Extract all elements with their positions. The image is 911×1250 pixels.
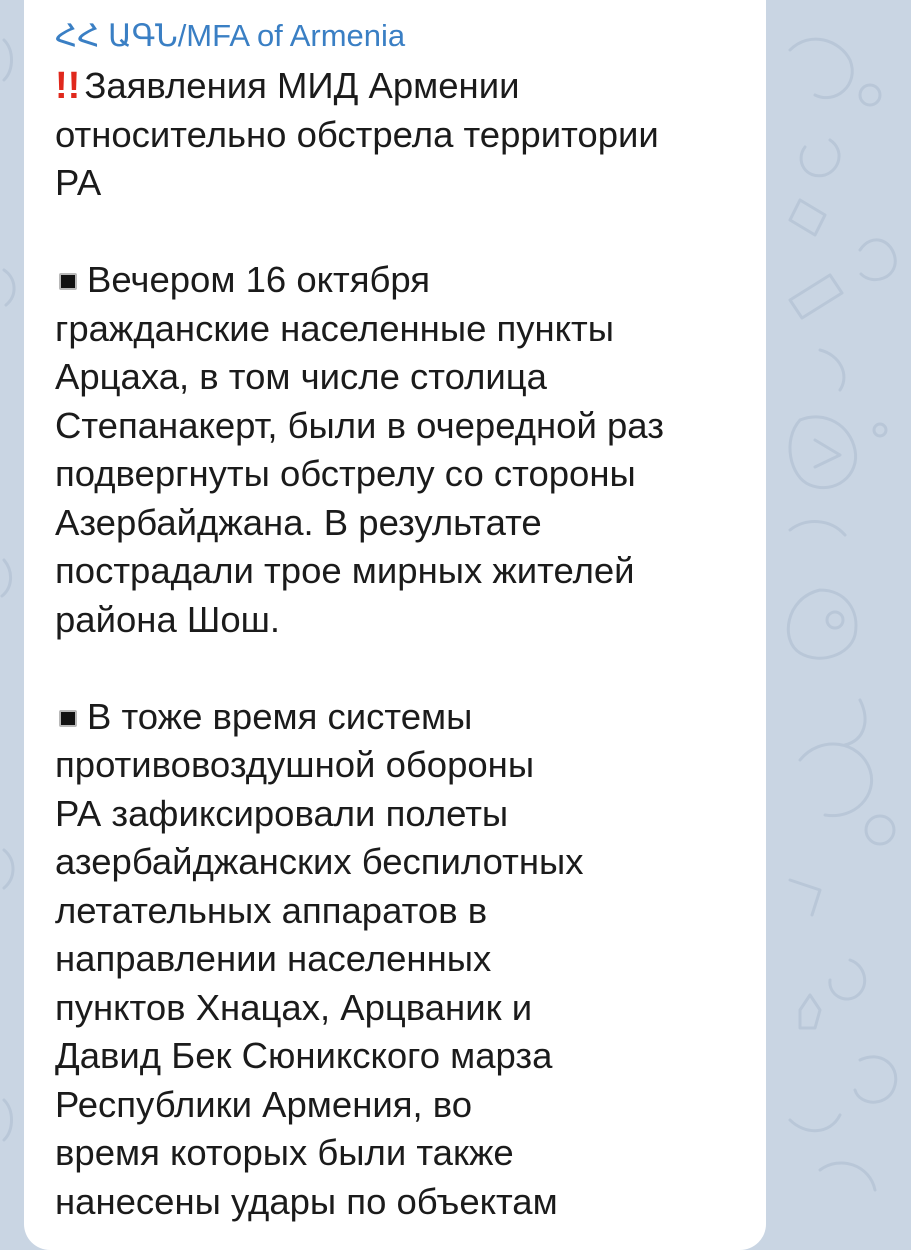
channel-sender-name[interactable]: ՀՀ ԱԳՆ/MFA of Armenia [55,18,406,53]
paragraph-line: Вечером 16 октября [55,256,766,305]
paragraph-line: РА зафиксировали полеты [55,792,509,834]
paragraph-line: Арцаха, в том числе столица [55,356,547,397]
paragraph-line: подвергнуты обстрелу со стороны [55,453,636,494]
paragraph-line: летательных аппаратов в [55,889,488,931]
paragraph-line: время которых были также [55,1132,514,1173]
black-square-icon [59,710,77,727]
message-title-line: РА [55,162,102,203]
paragraph-spacer [55,208,766,257]
message-title-line: !! Заявления МИД Армении [55,62,766,111]
paragraph-line: гражданские населенные пункты [55,307,615,349]
double-exclamation-icon: !! [55,65,81,107]
paragraph-line: пунктов Хнацах, Арцваник и [55,986,533,1028]
message-title-line: относительно обстрела территории [55,113,659,155]
paragraph-line: Давид Бек Сюникского марза [55,1035,553,1076]
paragraph-line: района Шош. [55,598,281,640]
paragraph-line: Республики Армения, во [55,1083,473,1125]
paragraph-line: нанесены удары по объектам [55,1180,558,1222]
paragraph-line: противовоздушной обороны [55,744,535,785]
paragraph-line: В тоже время системы [55,693,766,742]
paragraph-line: Азербайджана. В результате [55,501,542,543]
paragraph-line: пострадали трое мирных жителей [55,550,635,591]
message-bubble[interactable] [24,0,766,1250]
paragraph-line: направлении населенных [55,938,492,979]
paragraph-spacer [55,644,766,693]
black-square-icon [59,273,77,290]
message-text [55,62,766,1226]
paragraph-line: азербайджанских беспилотных [55,841,584,882]
paragraph-line: Степанакерт, были в очередной раз [55,404,664,446]
